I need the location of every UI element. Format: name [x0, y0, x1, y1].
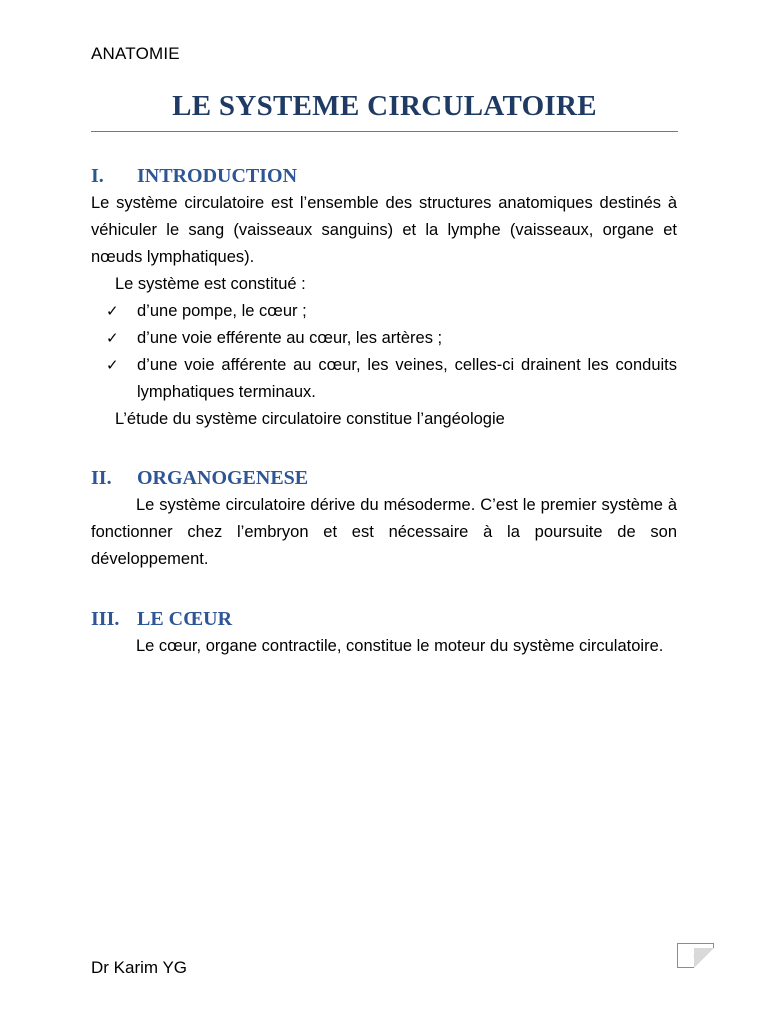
section-title: LE CŒUR	[137, 608, 233, 630]
section-number: I.	[91, 165, 104, 187]
page-number: 1	[693, 949, 698, 958]
section-number: II.	[91, 467, 112, 489]
organogenese-paragraph: Le système circulatoire dérive du mésoderme. C’est le premier système à fonctionner chez l’embryon et est nécessaire à la poursuite de son développement.	[91, 496, 677, 568]
page-header: ANATOMIE	[91, 44, 180, 63]
section-title: ORGANOGENESE	[137, 467, 309, 489]
list-item	[106, 352, 677, 406]
list-item	[106, 325, 677, 352]
page-footer-author: Dr Karim YG	[91, 958, 188, 977]
list-item-text: d’une pompe, le cœur ;	[137, 302, 307, 320]
page-curl-icon	[694, 948, 714, 968]
section-heading	[91, 605, 677, 633]
section-introduction	[91, 162, 677, 433]
page-number-badge	[677, 943, 714, 968]
checkmark-icon: ✓	[106, 356, 119, 374]
section-heading	[91, 162, 677, 190]
document-title: LE SYSTEME CIRCULATOIRE	[172, 90, 597, 122]
closing-paragraph: L’étude du système circulatoire constitue l’angéologie	[115, 410, 505, 428]
checkmark-icon: ✓	[106, 302, 119, 320]
section-number: III.	[91, 608, 120, 630]
section-heading	[91, 464, 677, 492]
intro-paragraph: Le système circulatoire est l’ensemble des structures anatomiques destinés à véhiculer le sang (vaisseaux sanguins) et la lymphe (vaisseaux, organe et nœuds lymphatiques).	[91, 194, 677, 266]
list-item	[106, 298, 677, 325]
section-le-coeur	[91, 605, 677, 660]
section-title: INTRODUCTION	[137, 165, 298, 187]
list-item-text: d’une voie afférente au cœur, les veines, celles-ci drainent les conduits lymphatiques terminaux.	[137, 356, 677, 401]
section-organogenese	[91, 464, 677, 573]
checkmark-icon: ✓	[106, 329, 119, 347]
list-item-text: d’une voie efférente au cœur, les artères ;	[137, 329, 443, 347]
list-lead: Le système est constitué :	[115, 275, 306, 293]
title-underline	[91, 131, 678, 132]
component-list	[91, 298, 677, 406]
coeur-paragraph: Le cœur, organe contractile, constitue le moteur du système circulatoire.	[136, 637, 664, 655]
